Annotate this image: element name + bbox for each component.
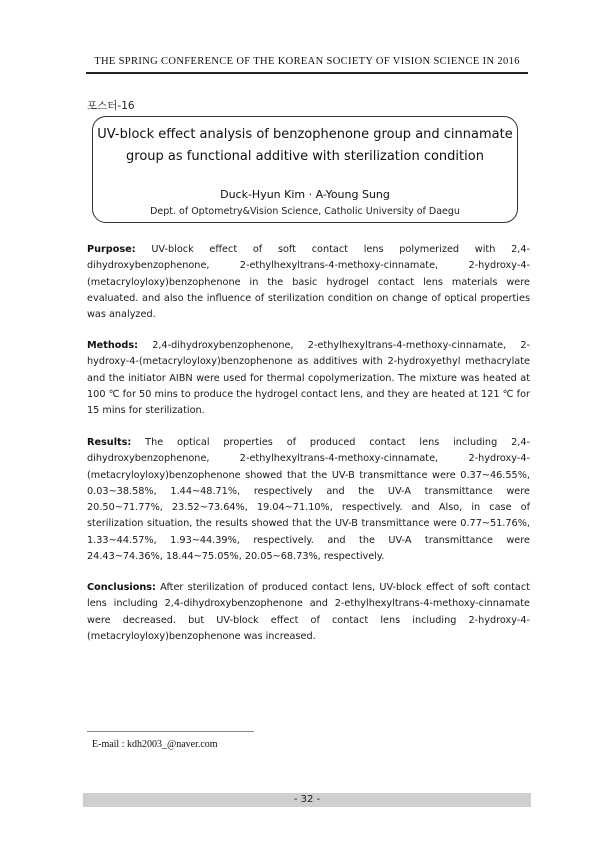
- purpose-label: Purpose:: [87, 244, 136, 255]
- methods-section: [87, 338, 530, 419]
- title-box: [92, 116, 518, 223]
- page-number: - 32 -: [293, 794, 321, 805]
- purpose-text: UV-block effect of soft contact lens polymerized with 2,4-dihydroxybenzophenone, 2-ethylhexyltrans-4-methoxy-cinnamate, 2-hydroxy-4-(metacryloyloxy)benzophenone in the basic hydrogel contact lens materials were evaluated. and also the influence of sterilization condition on change of optical properties was analyzed.: [87, 244, 530, 321]
- results-label: Results:: [87, 437, 132, 448]
- footnote-rule: [87, 731, 254, 732]
- title-line-2: group as functional additive with sterilization condition: [126, 149, 484, 164]
- authors: Duck-Hyun Kim · A-Young Sung: [220, 188, 390, 201]
- header-rule: [86, 72, 528, 74]
- methods-label: Methods:: [87, 340, 138, 351]
- conclusions-label: Conclusions:: [87, 582, 156, 593]
- poster-label: 포스터-16: [87, 100, 135, 112]
- methods-text: 2,4-dihydroxybenzophenone, 2-ethylhexyltrans-4-methoxy-cinnamate, 2-hydroxy-4-(metacryloyloxy)benzophenone as additives with 2-hydroxyethyl methacrylate and the initiator AIBN were used for thermal copolymerization. The mixture was heated at 100 ℃ for 50 mins to produce the hydrogel contact lens, and they are heated at 121 ℃ for 15 mins for sterilization.: [87, 340, 530, 417]
- results-text: The optical properties of produced contact lens including 2,4-dihydroxybenzophenone, 2-ethylhexyltrans-4-methoxy-cinnamate, 2-hydroxy-4-(metacryloyloxy)benzophenone showed that the UV-B transmittance were 0.37~46.55%, 0.03~38.58%, 1.44~48.71%, respectively and the UV-A transmittance were 20.50~71.77%, 23.52~73.64%, 19.04~71.10%, respectively. and Also, in case of sterilization situation, the results showed that the UV-B transmittance were 0.77~51.76%, 1.33~44.57%, 1.93~44.39%, respectively. and the UV-A transmittance were 24.43~74.36%, 18.44~75.05%, 20.05~68.73%, respectively.: [87, 437, 530, 563]
- conclusions-section: [87, 580, 530, 645]
- page-number-bar: [83, 793, 531, 807]
- conclusions-text: After sterilization of produced contact lens, UV-block effect of soft contact lens including 2,4-dihydroxybenzophenone and 2-ethylhexyltrans-4-methoxy-cinnamate were decreased. but UV-block effect of contact lens including 2-hydroxy-4-(metacryloyloxy)benzophenone was increased.: [87, 582, 530, 642]
- conference-header: THE SPRING CONFERENCE OF THE KOREAN SOCIETY OF VISION SCIENCE IN 2016: [94, 56, 520, 67]
- paper-title: [93, 124, 517, 168]
- footnote-email: E-mail : kdh2003_@naver.com: [92, 739, 218, 750]
- results-section: [87, 435, 530, 565]
- title-line-1: UV-block effect analysis of benzophenone group and cinnamate: [97, 127, 513, 142]
- purpose-section: [87, 242, 530, 323]
- affiliation: Dept. of Optometry&Vision Science, Catholic University of Daegu: [150, 206, 460, 217]
